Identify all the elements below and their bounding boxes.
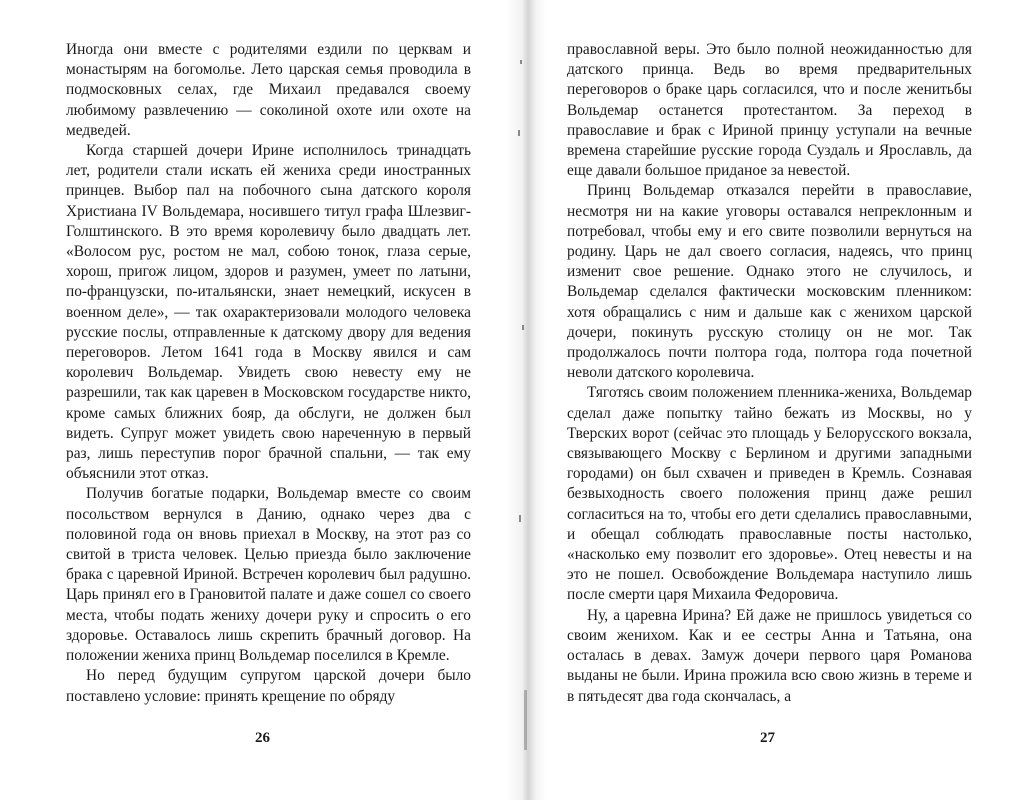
left-paragraph-1: Иногда они вместе с родителями ездили по церквам и монастырям на богомолье. Лето царская семья проводила в подмосковных селах, где Михаил предавался своему любимому развлечению — соколиной охоте или охоте на медведей. [66, 41, 471, 139]
page-number-left: 26 [255, 730, 270, 746]
right-paragraph-2: Принц Вольдемар отказался перейти в православие, несмотря ни на какие уговоры оставался непреклонным и потребовал, чтобы ему и его свите позволили вернуться на родину. Царь не дал своего согласия, надеясь, что принц изменит свое решение. Однако этого не случилось, и Вольдемар сделался фактически московским пленником: хотя обращались с ним и дальше как с женихом царской дочери, покинуть русскую столицу он не мог. Так продолжалось почти полтора года, полтора года почетной неволи датского королевича. [567, 182, 972, 382]
left-page [66, 40, 471, 707]
right-paragraph-1: православной веры. Это было полной неожиданностью для датского принца. Ведь во время предварительных переговоров о браке царь согласился, что и после женитьбы Вольдемар останется протестантом. За переход в православие и брак с Ириной принцу уступали на вечные времена старейшие русские города Суздаль и Ярославль, да еще давали большое приданое за невестой. [567, 41, 972, 180]
page-number-right: 27 [760, 730, 775, 746]
right-page-text [567, 40, 972, 707]
right-paragraph-4: Ну, а царевна Ирина? Ей даже не пришлось увидеться со своим женихом. Как и ее сестры Анна и Татьяна, она осталась в девах. Замуж дочери первого царя Романова выданы не были. Ирина прожила всю свою жизнь в тереме и в пятьдесят два года скончалась, а [567, 606, 972, 705]
right-paragraph-3: Тяготясь своим положением пленника-жениха, Вольдемар сделал даже попытку тайно бежать из Москвы, но у Тверских ворот (сейчас это площадь у Белорусского вокзала, связывающего Москву с Берлином и другими западными городами) он был схвачен и приведен в Кремль. Сознавая безвыходность своего положения принц даже решил согласиться на то, чтобы его дети сделались православными, и обещал соблюдать православные посты настолько, «насколько ему позволит его здоровье». Отец невесты и на это не пошел. Освобождение Вольдемара наступило лишь после смерти царя Михаила Федоровича. [567, 384, 972, 604]
book-gutter [506, 0, 546, 800]
left-paragraph-2: Когда старшей дочери Ирине исполнилось тринадцать лет, родители стали искать ей жениха среди иностранных принцев. Выбор пал на побочного сына датского короля Христиана IV Вольдемара, носившего титул графа Шлезвиг-Голштинского. В это время королевичу было двадцать лет. «Волосом рус, ростом не мал, собою тонок, глаза серые, хорош, пригож лицом, здоров и разумен, умеет по латыни, по-французски, по-итальянски, знает немецкий, искусен в военном деле», — так охарактеризовали молодого человека русские послы, отправленные к датскому двору для ведения переговоров. Летом 1641 года в Москву явился и сам королевич Вольдемар. Увидеть свою невесту ему не разрешили, так как царевен в Московском государстве никто, кроме самых ближних бояр, да обслуги, не должен был видеть. Супруг может увидеть свою нареченную в первый раз, лишь переступив порог брачной спальни, — так ему объяснили этот отказ. [66, 142, 471, 483]
left-paragraph-3: Получив богатые подарки, Вольдемар вместе со своим посольством вернулся в Данию, однако через два с половиной года он вновь приехал в Москву, на этот раз со свитой в триста человек. Целью приезда было заключение брака с царевной Ириной. Встречен королевич был радушно. Царь принял его в Грановитой палате и даже сошел со своего места, чтобы подать жениху дочери руку и спросить о его здоровье. Оставалось лишь скрепить брачный договор. На положении жениха принц Вольдемар поселился в Кремле. [66, 485, 471, 665]
left-paragraph-4: Но перед будущим супругом царской дочери было поставлено условие: принять крещение по обряду [66, 667, 471, 705]
left-page-text [66, 40, 471, 707]
right-page [567, 40, 972, 707]
